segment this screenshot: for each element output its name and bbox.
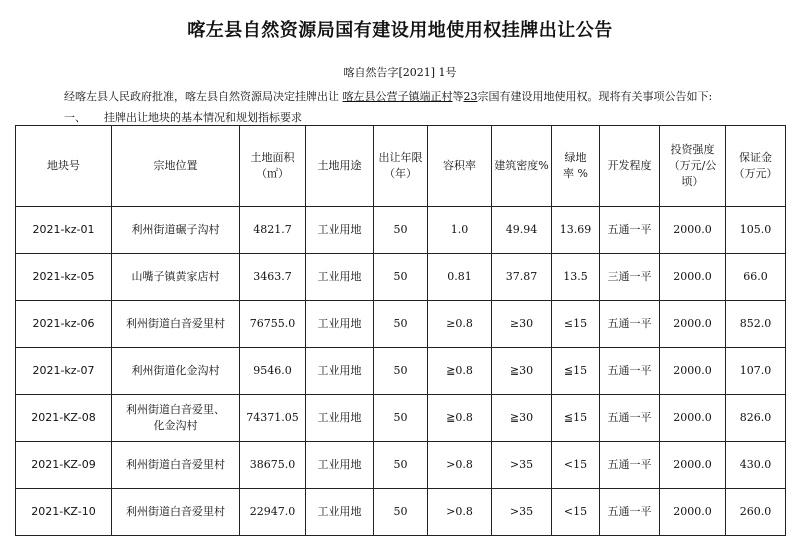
cell-development-level: 五通一平 xyxy=(600,442,660,489)
cell-land-area: 76755.0 xyxy=(240,301,306,348)
cell-building-density: ≧30 xyxy=(492,395,552,442)
cell-deposit: 66.0 xyxy=(726,254,786,301)
cell-investment-intensity: 2000.0 xyxy=(660,395,726,442)
cell-land-area: 9546.0 xyxy=(240,348,306,395)
cell-green-ratio: ≦15 xyxy=(552,395,600,442)
cell-parcel-location: 利州街道白音爱里、 化金沟村 xyxy=(112,395,240,442)
cell-land-area: 74371.05 xyxy=(240,395,306,442)
cell-parcel-location: 山嘴子镇黄家店村 xyxy=(112,254,240,301)
header-building-density: 建筑密度% xyxy=(492,126,552,207)
cell-plot-ratio: ≥0.8 xyxy=(428,301,492,348)
cell-lease-term: 50 xyxy=(374,395,428,442)
cell-green-ratio: 13.69 xyxy=(552,207,600,254)
cell-investment-intensity: 2000.0 xyxy=(660,207,726,254)
parcel-table xyxy=(15,125,786,536)
cell-lease-term: 50 xyxy=(374,348,428,395)
cell-parcel-id: 2021-KZ-08 xyxy=(16,395,112,442)
header-investment-intensity: 投资强度 （万元/公 顷） xyxy=(660,126,726,207)
cell-investment-intensity: 2000.0 xyxy=(660,489,726,536)
cell-green-ratio: <15 xyxy=(552,489,600,536)
cell-deposit: 826.0 xyxy=(726,395,786,442)
cell-parcel-location: 利州街道化金沟村 xyxy=(112,348,240,395)
header-parcel-location: 宗地位置 xyxy=(112,126,240,207)
cell-plot-ratio: 1.0 xyxy=(428,207,492,254)
cell-building-density: ≧30 xyxy=(492,348,552,395)
cell-parcel-id: 2021-kz-07 xyxy=(16,348,112,395)
header-land-area: 土地面积 （㎡） xyxy=(240,126,306,207)
cell-investment-intensity: 2000.0 xyxy=(660,442,726,489)
cell-parcel-location: 利州街道碾子沟村 xyxy=(112,207,240,254)
cell-plot-ratio: 0.81 xyxy=(428,254,492,301)
table-header-row xyxy=(16,126,786,207)
cell-development-level: 五通一平 xyxy=(600,207,660,254)
cell-deposit: 852.0 xyxy=(726,301,786,348)
cell-development-level: 五通一平 xyxy=(600,489,660,536)
cell-parcel-location: 利州街道白音爱里村 xyxy=(112,301,240,348)
cell-lease-term: 50 xyxy=(374,254,428,301)
cell-investment-intensity: 2000.0 xyxy=(660,254,726,301)
table-row xyxy=(16,442,786,489)
cell-green-ratio: <15 xyxy=(552,442,600,489)
cell-building-density: 37.87 xyxy=(492,254,552,301)
table-row xyxy=(16,254,786,301)
cell-green-ratio: ≦15 xyxy=(552,348,600,395)
notice-title: 喀左县自然资源局国有建设用地使用权挂牌出让公告 xyxy=(187,20,613,41)
header-green-ratio: 绿地 率 % xyxy=(552,126,600,207)
cell-plot-ratio: ≧0.8 xyxy=(428,395,492,442)
cell-building-density: >35 xyxy=(492,442,552,489)
table-row xyxy=(16,348,786,395)
header-lease-term: 出让年限 （年） xyxy=(374,126,428,207)
cell-parcel-id: 2021-KZ-10 xyxy=(16,489,112,536)
intro-text-middle: 等 xyxy=(452,90,464,103)
cell-plot-ratio: >0.8 xyxy=(428,489,492,536)
intro-text-before: 经喀左县人民政府批准，喀左县自然资源局决定挂牌出让 xyxy=(64,90,343,103)
cell-plot-ratio: ≧0.8 xyxy=(428,348,492,395)
intro-parcel-count: 23 xyxy=(463,90,478,103)
cell-land-area: 4821.7 xyxy=(240,207,306,254)
cell-land-use: 工业用地 xyxy=(306,301,374,348)
cell-plot-ratio: >0.8 xyxy=(428,442,492,489)
header-plot-ratio: 容积率 xyxy=(428,126,492,207)
cell-development-level: 五通一平 xyxy=(600,395,660,442)
cell-land-use: 工业用地 xyxy=(306,442,374,489)
cell-parcel-location: 利州街道白音爱里村 xyxy=(112,489,240,536)
cell-building-density: >35 xyxy=(492,489,552,536)
cell-land-use: 工业用地 xyxy=(306,348,374,395)
cell-deposit: 107.0 xyxy=(726,348,786,395)
section-title: 挂牌出让地块的基本情况和规划指标要求 xyxy=(104,111,302,124)
cell-lease-term: 50 xyxy=(374,301,428,348)
cell-land-area: 38675.0 xyxy=(240,442,306,489)
header-development-level: 开发程度 xyxy=(600,126,660,207)
cell-green-ratio: ≤15 xyxy=(552,301,600,348)
intro-paragraph xyxy=(64,88,794,104)
cell-parcel-id: 2021-KZ-09 xyxy=(16,442,112,489)
intro-location: 喀左县公营子镇端正村 xyxy=(342,90,453,103)
section-heading xyxy=(64,109,302,125)
cell-land-use: 工业用地 xyxy=(306,395,374,442)
cell-deposit: 260.0 xyxy=(726,489,786,536)
cell-building-density: ≥30 xyxy=(492,301,552,348)
cell-lease-term: 50 xyxy=(374,442,428,489)
cell-parcel-id: 2021-kz-01 xyxy=(16,207,112,254)
cell-land-use: 工业用地 xyxy=(306,489,374,536)
cell-land-use: 工业用地 xyxy=(306,254,374,301)
cell-building-density: 49.94 xyxy=(492,207,552,254)
table-row xyxy=(16,207,786,254)
cell-parcel-location: 利州街道白音爱里村 xyxy=(112,442,240,489)
cell-green-ratio: 13.5 xyxy=(552,254,600,301)
header-parcel-id: 地块号 xyxy=(16,126,112,207)
table-row xyxy=(16,301,786,348)
cell-lease-term: 50 xyxy=(374,207,428,254)
cell-deposit: 430.0 xyxy=(726,442,786,489)
header-land-use: 土地用途 xyxy=(306,126,374,207)
cell-parcel-id: 2021-kz-06 xyxy=(16,301,112,348)
cell-investment-intensity: 2000.0 xyxy=(660,348,726,395)
cell-lease-term: 50 xyxy=(374,489,428,536)
cell-land-area: 22947.0 xyxy=(240,489,306,536)
table-row xyxy=(16,395,786,442)
cell-land-use: 工业用地 xyxy=(306,207,374,254)
cell-parcel-id: 2021-kz-05 xyxy=(16,254,112,301)
document-number: 喀自然告字[2021] 1号 xyxy=(343,66,457,79)
cell-development-level: 五通一平 xyxy=(600,301,660,348)
table-row xyxy=(16,489,786,536)
cell-investment-intensity: 2000.0 xyxy=(660,301,726,348)
header-deposit: 保证金 （万元） xyxy=(726,126,786,207)
cell-development-level: 三通一平 xyxy=(600,254,660,301)
cell-deposit: 105.0 xyxy=(726,207,786,254)
cell-land-area: 3463.7 xyxy=(240,254,306,301)
cell-development-level: 五通一平 xyxy=(600,348,660,395)
intro-text-after: 宗国有建设用地使用权。现将有关事项公告如下: xyxy=(477,90,713,103)
section-number: 一、 xyxy=(64,111,86,124)
